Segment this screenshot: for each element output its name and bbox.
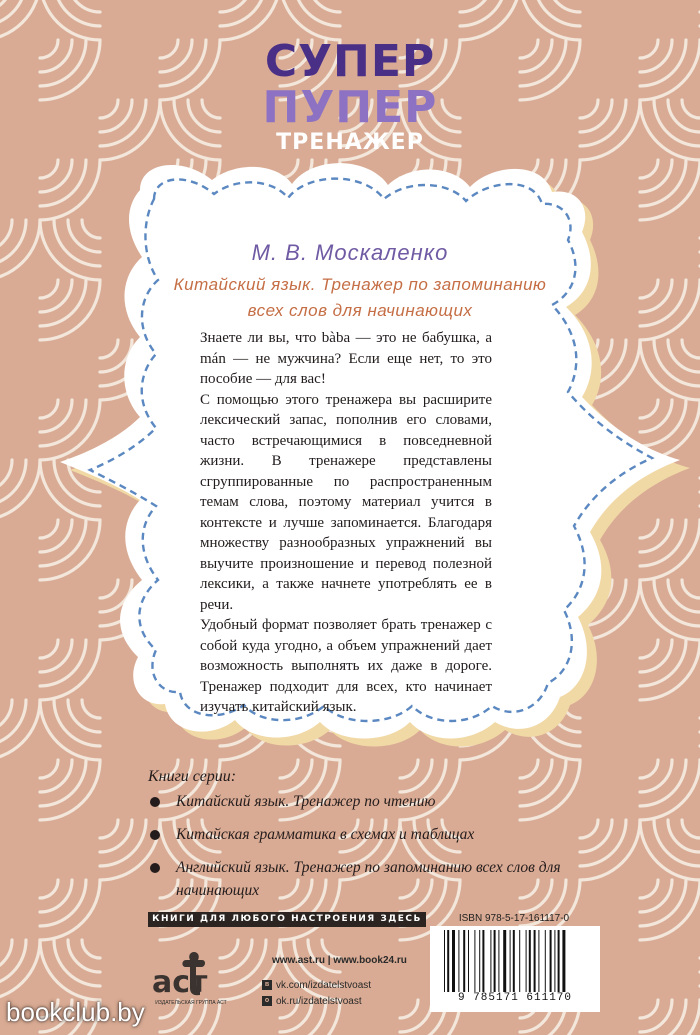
barcode-bar (526, 930, 527, 992)
publisher-websites: www.ast.ru | www.book24.ru (272, 955, 407, 966)
pattern-arc (682, 820, 700, 838)
barcode-bar (444, 930, 445, 992)
barcode-bar (558, 930, 560, 992)
barcode-bar (550, 930, 552, 992)
ok-icon: о (262, 996, 272, 1006)
barcode-bar (519, 930, 520, 992)
pattern-arc (520, 760, 538, 778)
series-book-item (150, 856, 600, 902)
book-title-line1: Китайский язык. Тренажер по запоминанию (173, 275, 547, 294)
slogan-strip: КНИГИ ДЛЯ ЛЮБОГО НАСТРОЕНИЯ ЗДЕСЬ (148, 912, 426, 927)
social-vk (262, 980, 371, 991)
barcode-bar (545, 930, 546, 992)
pattern-arc (400, 760, 418, 778)
bullet-dot-icon (150, 830, 160, 840)
barcode-digits: 9 785171 611170 (457, 992, 573, 1004)
barcode-bar (463, 930, 465, 992)
barcode-bar (479, 930, 480, 992)
series-title-trenazher: ТРЕНАЖЕР (276, 130, 424, 155)
series-book-title: Английский язык. Тренажер по запоминанию всех слов для начинающих (176, 859, 561, 899)
series-title-puper: ПУПЕР (262, 82, 438, 133)
book-title-line2: всех слов для начинающих (247, 301, 473, 320)
pattern-arc (640, 880, 658, 898)
pattern-arc (40, 880, 58, 898)
barcode-bar (482, 930, 484, 992)
pattern-arc (220, 940, 238, 958)
watermark: bookclub.by (6, 997, 145, 1027)
social-ok (262, 996, 362, 1007)
social-ok-link: ok.ru/izdatelstvoast (276, 996, 362, 1007)
barcode-bar (490, 930, 491, 992)
barcode-icon (442, 930, 590, 992)
barcode-bar (503, 930, 506, 992)
barcode-bar (534, 930, 536, 992)
barcode-bar (554, 930, 555, 992)
series-book-title: Китайский язык. Тренажер по чтению (176, 793, 436, 810)
barcode-bar (468, 930, 469, 992)
social-vk-link: vk.com/izdatelstvoast (276, 980, 372, 991)
description-paragraph: Знаете ли вы, что bàba — это не бабушка, а mán — не мужчина? Если еще нет, то это пособие — для вас! (200, 330, 492, 387)
barcode-bar (562, 930, 565, 992)
series-books-label: Книги серии: (148, 768, 237, 785)
description-paragraph: С помощью этого тренажера вы расширите лексический запас, пополнив его словами, часто встречающимися в повседневной жизни. В тренажере представлены сгруппированные по распространенным темам слова, поэтому материал учится в контексте и лучше запоминается. Благодаря множеству разнообразных упражнений вы выучите произношение и перевод полезной лексики, а также начнете употреблять ее в речи. (200, 391, 492, 613)
vk-icon: в (262, 980, 272, 990)
barcode-bar (538, 930, 539, 992)
barcode-bar (513, 930, 515, 992)
pattern-arc (640, 1000, 658, 1018)
barcode-bar (510, 930, 511, 992)
publisher-subtitle: ИЗДАТЕЛЬСКАЯ ГРУППА АСТ (155, 1000, 227, 1006)
pattern-arc (0, 940, 12, 972)
barcode-bar (494, 930, 496, 992)
series-book-item (150, 790, 600, 813)
bullet-dot-icon (150, 797, 160, 807)
isbn-number: ISBN 978-5-17-161117-0 (458, 913, 570, 924)
barcode-bar (498, 930, 499, 992)
barcode-bar (529, 930, 531, 992)
pattern-arc (40, 760, 58, 778)
publisher-logo-text: аст (152, 965, 208, 1000)
pattern-arc (640, 760, 658, 778)
barcode-bar (458, 930, 459, 992)
pattern-arc (82, 940, 100, 958)
series-book-title: Китайская грамматика в схемах и таблицах (176, 826, 475, 843)
bullet-dot-icon (150, 863, 160, 873)
series-title-super: СУПЕР (264, 36, 436, 87)
book-author: М. В. Москаленко (251, 240, 449, 265)
series-book-item (150, 823, 600, 846)
barcode (430, 926, 600, 1012)
pattern-arc (400, 1000, 418, 1018)
barcode-bar (447, 930, 449, 992)
description-paragraph: Удобный формат позволяет брать тренажер с собой куда угодно, а объем упражнений дает возможность выполнять их даже в дороге. Тренажер подходит для всех, кто начинает изучать китайский язык. (200, 617, 492, 715)
book-description (200, 328, 492, 718)
book-title (140, 272, 580, 324)
barcode-bar (452, 930, 455, 992)
pattern-arc (280, 760, 298, 778)
pattern-arc (100, 820, 118, 838)
series-books-list (150, 790, 600, 912)
barcode-bar (474, 930, 475, 992)
